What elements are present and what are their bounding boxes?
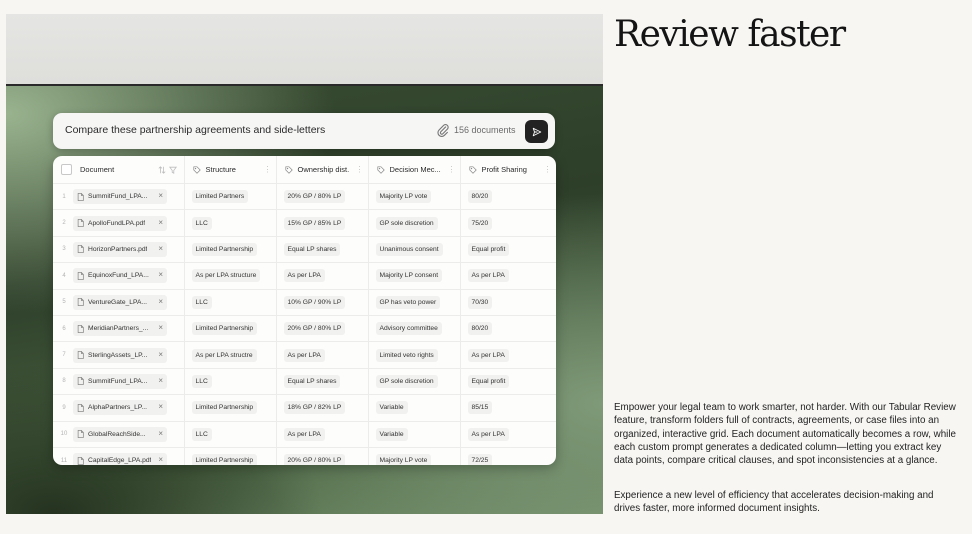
ownership-value: 20% GP / 80% LP xyxy=(284,190,346,203)
document-name: MeridianPartners_... xyxy=(88,325,149,333)
document-cell xyxy=(53,421,184,447)
decision-cell xyxy=(368,236,460,262)
ownership-cell xyxy=(276,421,368,447)
ownership-value: Equal LP shares xyxy=(284,243,341,256)
document-chip[interactable] xyxy=(73,321,167,336)
file-icon xyxy=(77,351,84,359)
ownership-value: Equal LP shares xyxy=(284,375,341,388)
table-row[interactable] xyxy=(53,236,556,262)
ownership-value: As per LPA xyxy=(284,428,325,441)
decision-value: Advisory committee xyxy=(376,322,442,335)
file-icon xyxy=(77,245,84,253)
document-name: HorizonPartners.pdf xyxy=(88,245,148,253)
profit-value: 85/15 xyxy=(468,401,493,414)
decision-value: Variable xyxy=(376,401,408,414)
ownership-cell xyxy=(276,289,368,315)
structure-cell xyxy=(184,289,276,315)
profit-cell xyxy=(460,368,556,394)
decision-value: Majority LP consent xyxy=(376,269,443,282)
close-icon[interactable]: × xyxy=(158,375,163,385)
close-icon[interactable]: × xyxy=(158,349,163,359)
column-header-ownership[interactable] xyxy=(276,156,368,184)
ownership-value: 20% GP / 80% LP xyxy=(284,454,346,465)
row-number: 8 xyxy=(62,378,66,385)
column-header-profit[interactable] xyxy=(460,156,556,184)
decision-value: Majority LP vote xyxy=(376,454,432,465)
decision-value: GP has veto power xyxy=(376,296,441,309)
file-icon xyxy=(77,325,84,333)
document-chip[interactable] xyxy=(73,295,167,310)
ownership-cell xyxy=(276,263,368,289)
document-count: 156 documents xyxy=(454,125,516,135)
document-chip[interactable] xyxy=(73,348,167,363)
document-cell xyxy=(53,395,184,421)
profit-value: 75/20 xyxy=(468,217,493,230)
column-menu-icon[interactable]: ⋮ xyxy=(543,165,551,174)
column-label: Structure xyxy=(205,165,236,174)
row-number: 9 xyxy=(62,404,66,411)
row-number: 2 xyxy=(62,220,66,227)
document-name: CapitalEdge_LPA.pdf xyxy=(88,457,152,465)
column-label: Profit Sharing xyxy=(481,165,527,174)
structure-cell xyxy=(184,315,276,341)
document-chip[interactable] xyxy=(73,400,167,415)
decision-cell xyxy=(368,421,460,447)
document-name: GlobalReachSide... xyxy=(88,430,146,438)
document-name: EquinoxFund_LPA... xyxy=(88,272,149,280)
tag-icon xyxy=(193,166,201,174)
structure-cell xyxy=(184,342,276,368)
hero-top-band xyxy=(6,14,603,86)
file-icon xyxy=(77,219,84,227)
paperclip-icon[interactable] xyxy=(436,123,450,137)
profit-cell xyxy=(460,395,556,421)
tabular-review-grid xyxy=(53,156,556,465)
column-menu-icon[interactable]: ⋮ xyxy=(355,165,363,174)
structure-cell xyxy=(184,210,276,236)
close-icon[interactable]: × xyxy=(158,270,163,280)
ownership-value: 10% GP / 90% LP xyxy=(284,296,346,309)
row-number: 10 xyxy=(60,431,68,438)
file-icon xyxy=(77,377,84,385)
ownership-cell xyxy=(276,342,368,368)
column-label: Ownership dist. xyxy=(297,165,350,174)
file-icon xyxy=(77,430,84,438)
table-row[interactable] xyxy=(53,289,556,315)
table-row[interactable] xyxy=(53,447,556,465)
ownership-value: As per LPA xyxy=(284,349,325,362)
document-name: AlphaPartners_LP... xyxy=(88,404,147,412)
file-icon xyxy=(77,298,84,306)
row-number: 7 xyxy=(62,352,66,359)
profit-cell xyxy=(460,315,556,341)
document-chip[interactable] xyxy=(73,189,167,204)
send-icon xyxy=(532,127,542,137)
document-chip[interactable] xyxy=(73,427,167,442)
profit-cell xyxy=(460,447,556,465)
feature-description xyxy=(614,0,964,534)
page-title: Review faster xyxy=(614,14,845,55)
document-chip[interactable] xyxy=(73,453,167,465)
ownership-cell xyxy=(276,184,368,210)
table-row[interactable] xyxy=(53,315,556,341)
document-chip[interactable] xyxy=(73,268,167,283)
ownership-cell xyxy=(276,395,368,421)
decision-cell xyxy=(368,263,460,289)
decision-value: Unanimous consent xyxy=(376,243,443,256)
file-icon xyxy=(77,193,84,201)
row-number: 6 xyxy=(62,325,66,332)
tag-icon xyxy=(377,166,385,174)
profit-cell xyxy=(460,342,556,368)
column-label: Decision Mec... xyxy=(389,165,441,174)
structure-cell xyxy=(184,395,276,421)
close-icon[interactable]: × xyxy=(158,323,163,333)
close-icon[interactable]: × xyxy=(158,191,163,201)
sort-icon[interactable] xyxy=(158,166,166,174)
filter-icon[interactable] xyxy=(169,166,177,174)
table-row[interactable] xyxy=(53,210,556,236)
ownership-cell xyxy=(276,210,368,236)
close-icon[interactable]: × xyxy=(158,455,163,465)
column-header-structure[interactable] xyxy=(184,156,276,184)
structure-value: LLC xyxy=(192,217,212,230)
profit-value: As per LPA xyxy=(468,428,509,441)
document-cell xyxy=(53,210,184,236)
close-icon[interactable]: × xyxy=(158,243,163,253)
decision-cell xyxy=(368,289,460,315)
column-header-document[interactable] xyxy=(53,156,184,184)
row-number: 1 xyxy=(62,193,66,200)
structure-value: LLC xyxy=(192,428,212,441)
document-chip[interactable] xyxy=(73,374,167,389)
decision-value: GP sole discretion xyxy=(376,217,438,230)
row-number: 4 xyxy=(62,272,66,279)
document-cell xyxy=(53,263,184,289)
profit-value: As per LPA xyxy=(468,349,509,362)
table-row[interactable] xyxy=(53,421,556,447)
table-row[interactable] xyxy=(53,368,556,394)
profit-value: 70/30 xyxy=(468,296,493,309)
decision-value: Limited veto rights xyxy=(376,349,438,362)
structure-value: LLC xyxy=(192,296,212,309)
close-icon[interactable]: × xyxy=(158,428,163,438)
description-paragraph: Empower your legal team to work smarter, not harder. With our Tabular Review feature, transform folders full of contracts, agreements, or case files into an organized, interactive grid. Each document automatically becomes a row, while each custom prompt generates a dedicated column—letting you extract key data points, compare critical clauses, and spot inconsistencies at a glance. xyxy=(614,402,956,467)
description-paragraph: Experience a new level of efficiency that accelerates decision-making and drives faster, more informed document insights. xyxy=(614,490,934,515)
structure-cell xyxy=(184,421,276,447)
decision-value: GP sole discretion xyxy=(376,375,438,388)
profit-cell xyxy=(460,421,556,447)
row-number: 11 xyxy=(60,457,68,464)
structure-cell xyxy=(184,236,276,262)
ownership-cell xyxy=(276,236,368,262)
file-icon xyxy=(77,272,84,280)
document-name: ApolloFundLPA.pdf xyxy=(88,219,146,227)
document-cell xyxy=(53,368,184,394)
column-label: Document xyxy=(80,165,115,174)
close-icon[interactable]: × xyxy=(158,217,163,227)
column-menu-icon[interactable]: ⋮ xyxy=(263,165,271,174)
structure-value: Limited Partnership xyxy=(192,243,258,256)
profit-value: 80/20 xyxy=(468,322,493,335)
ownership-value: As per LPA xyxy=(284,269,325,282)
profit-cell xyxy=(460,236,556,262)
table-header-row xyxy=(53,156,556,184)
table-row[interactable] xyxy=(53,342,556,368)
decision-cell xyxy=(368,184,460,210)
structure-value: Limited Partnership xyxy=(192,322,258,335)
close-icon[interactable]: × xyxy=(158,296,163,306)
document-cell xyxy=(53,184,184,210)
file-icon xyxy=(77,404,84,412)
table-row[interactable] xyxy=(53,263,556,289)
structure-cell xyxy=(184,447,276,465)
profit-value: Equal profit xyxy=(468,375,510,388)
document-cell xyxy=(53,315,184,341)
ownership-cell xyxy=(276,447,368,465)
document-cell xyxy=(53,447,184,465)
profit-cell xyxy=(460,289,556,315)
document-cell xyxy=(53,342,184,368)
close-icon[interactable]: × xyxy=(158,402,163,412)
document-chip[interactable] xyxy=(73,216,167,231)
column-header-decision[interactable] xyxy=(368,156,460,184)
document-name: SummitFund_LPA... xyxy=(88,193,148,201)
send-button[interactable] xyxy=(525,120,548,143)
document-chip[interactable] xyxy=(73,242,167,257)
profit-value: Equal profit xyxy=(468,243,510,256)
decision-cell xyxy=(368,395,460,421)
tag-icon xyxy=(285,166,293,174)
decision-cell xyxy=(368,447,460,465)
decision-value: Variable xyxy=(376,428,408,441)
structure-cell xyxy=(184,368,276,394)
document-name: SummitFund_LPA... xyxy=(88,377,148,385)
decision-cell xyxy=(368,210,460,236)
decision-cell xyxy=(368,368,460,394)
table-body xyxy=(53,184,556,466)
hero-image xyxy=(6,14,603,514)
prompt-input[interactable]: Compare these partnership agreements and side-letters xyxy=(65,124,326,136)
tag-icon xyxy=(469,166,477,174)
row-number: 3 xyxy=(62,246,66,253)
profit-value: 72/25 xyxy=(468,454,493,465)
review-table xyxy=(53,156,556,465)
structure-cell xyxy=(184,263,276,289)
structure-value: Limited Partnership xyxy=(192,454,258,465)
structure-value: Limited Partners xyxy=(192,190,249,203)
document-cell xyxy=(53,236,184,262)
select-all-checkbox[interactable] xyxy=(61,164,72,175)
ownership-cell xyxy=(276,315,368,341)
document-cell xyxy=(53,289,184,315)
ownership-value: 18% GP / 82% LP xyxy=(284,401,346,414)
profit-cell xyxy=(460,184,556,210)
decision-value: Majority LP vote xyxy=(376,190,432,203)
structure-value: LLC xyxy=(192,375,212,388)
decision-cell xyxy=(368,342,460,368)
document-name: SterlingAssets_LP... xyxy=(88,351,148,359)
table-row[interactable] xyxy=(53,184,556,210)
row-number: 5 xyxy=(62,299,66,306)
prompt-bar[interactable] xyxy=(53,113,555,149)
structure-value: As per LPA structure xyxy=(192,269,261,282)
structure-value: As per LPA structre xyxy=(192,349,257,362)
structure-cell xyxy=(184,184,276,210)
profit-cell xyxy=(460,210,556,236)
decision-cell xyxy=(368,315,460,341)
document-name: VentureGate_LPA... xyxy=(88,298,147,306)
file-icon xyxy=(77,457,84,465)
table-row[interactable] xyxy=(53,395,556,421)
profit-value: As per LPA xyxy=(468,269,509,282)
ownership-value: 20% GP / 80% LP xyxy=(284,322,346,335)
structure-value: Limited Partnership xyxy=(192,401,258,414)
profit-value: 80/20 xyxy=(468,190,493,203)
ownership-cell xyxy=(276,368,368,394)
ownership-value: 15% GP / 85% LP xyxy=(284,217,346,230)
profit-cell xyxy=(460,263,556,289)
column-menu-icon[interactable]: ⋮ xyxy=(447,165,455,174)
